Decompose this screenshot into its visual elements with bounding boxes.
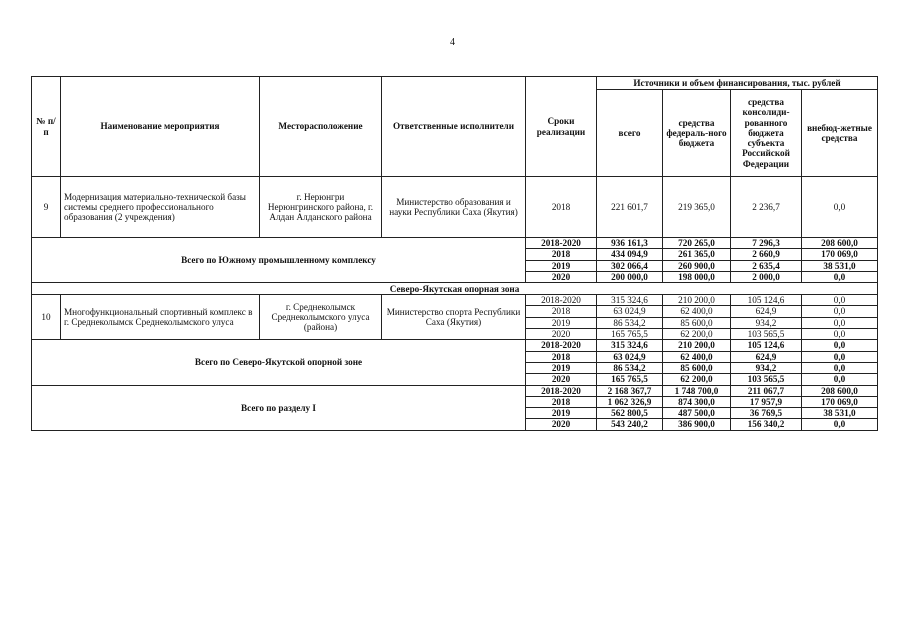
row-total: 63 024,9 bbox=[597, 306, 663, 317]
table-row bbox=[32, 238, 878, 249]
row-extra: 0,0 bbox=[802, 340, 878, 351]
row-regional: 103 565,5 bbox=[731, 329, 802, 340]
row-federal: 62 400,0 bbox=[663, 351, 731, 362]
row-federal: 1 748 700,0 bbox=[663, 385, 731, 396]
row-year: 2018 bbox=[526, 396, 597, 407]
row-regional: 2 660,9 bbox=[731, 249, 802, 260]
header-regional: средства консолиди-рованного бюджета субъекта Российской Федерации bbox=[731, 90, 802, 177]
header-executors: Ответственные исполнители bbox=[382, 77, 526, 177]
row-extra: 38 531,0 bbox=[802, 408, 878, 419]
financing-table bbox=[31, 76, 878, 431]
row-total: 221 601,7 bbox=[597, 177, 663, 238]
row-total: 315 324,6 bbox=[597, 295, 663, 306]
row-federal: 874 300,0 bbox=[663, 396, 731, 407]
row-year: 2018-2020 bbox=[526, 238, 597, 249]
row-extra: 38 531,0 bbox=[802, 260, 878, 271]
row-total: 165 765,5 bbox=[597, 329, 663, 340]
row-extra: 208 600,0 bbox=[802, 385, 878, 396]
table-row bbox=[32, 283, 878, 295]
row-executors: Министерство спорта Республики Саха (Якутия) bbox=[382, 295, 526, 340]
row-year: 2018 bbox=[526, 306, 597, 317]
row-total: 2 168 367,7 bbox=[597, 385, 663, 396]
row-total: 1 062 326,9 bbox=[597, 396, 663, 407]
table-row bbox=[32, 177, 878, 238]
row-year: 2020 bbox=[526, 374, 597, 385]
header-federal: средства федераль-ного бюджета bbox=[663, 90, 731, 177]
table-row bbox=[32, 295, 878, 306]
row-extra: 0,0 bbox=[802, 351, 878, 362]
row-year: 2019 bbox=[526, 408, 597, 419]
header-period: Сроки реализации bbox=[526, 77, 597, 177]
row-num: 9 bbox=[32, 177, 61, 238]
row-executors: Министерство образования и науки Республики Саха (Якутия) bbox=[382, 177, 526, 238]
row-total: 200 000,0 bbox=[597, 271, 663, 282]
row-extra: 0,0 bbox=[802, 295, 878, 306]
row-federal: 210 200,0 bbox=[663, 295, 731, 306]
row-year: 2019 bbox=[526, 317, 597, 328]
row-total: 543 240,2 bbox=[597, 419, 663, 430]
row-total: 562 800,5 bbox=[597, 408, 663, 419]
row-regional: 2 635,4 bbox=[731, 260, 802, 271]
header-sources: Источники и объем финансирования, тыс. рублей bbox=[597, 77, 878, 90]
row-federal: 85 600,0 bbox=[663, 317, 731, 328]
row-regional: 105 124,6 bbox=[731, 295, 802, 306]
north-total-label: Всего по Северо-Якутской опорной зоне bbox=[32, 340, 526, 385]
row-federal: 85 600,0 bbox=[663, 362, 731, 373]
page-number: 4 bbox=[450, 37, 455, 48]
header-total: всего bbox=[597, 90, 663, 177]
row-year: 2018 bbox=[526, 351, 597, 362]
row-total: 434 094,9 bbox=[597, 249, 663, 260]
row-extra: 170 069,0 bbox=[802, 249, 878, 260]
row-year: 2019 bbox=[526, 362, 597, 373]
header-name: Наименование мероприятия bbox=[61, 77, 260, 177]
zone-title: Северо-Якутская опорная зона bbox=[32, 283, 878, 295]
row-extra: 0,0 bbox=[802, 362, 878, 373]
row-total: 63 024,9 bbox=[597, 351, 663, 362]
row-total: 936 161,3 bbox=[597, 238, 663, 249]
row-extra: 170 069,0 bbox=[802, 396, 878, 407]
row-year: 2020 bbox=[526, 271, 597, 282]
header-extra: внебюд-жетные средства bbox=[802, 90, 878, 177]
row-num: 10 bbox=[32, 295, 61, 340]
row-location: г. Нерюнгри Нерюнгринского района, г. Алдан Алданского района bbox=[260, 177, 382, 238]
table-row bbox=[32, 340, 878, 351]
row-total: 86 534,2 bbox=[597, 362, 663, 373]
row-regional: 103 565,5 bbox=[731, 374, 802, 385]
row-regional: 211 067,7 bbox=[731, 385, 802, 396]
row-regional: 2 000,0 bbox=[731, 271, 802, 282]
row-extra: 0,0 bbox=[802, 419, 878, 430]
row-regional: 624,9 bbox=[731, 351, 802, 362]
row-federal: 210 200,0 bbox=[663, 340, 731, 351]
header-location: Месторасположение bbox=[260, 77, 382, 177]
row-extra: 0,0 bbox=[802, 271, 878, 282]
row-regional: 105 124,6 bbox=[731, 340, 802, 351]
south-total-label: Всего по Южному промышленному комплексу bbox=[32, 238, 526, 283]
row-year: 2020 bbox=[526, 419, 597, 430]
row-total: 165 765,5 bbox=[597, 374, 663, 385]
row-extra: 0,0 bbox=[802, 329, 878, 340]
row-federal: 219 365,0 bbox=[663, 177, 731, 238]
row-name: Модернизация материально-технической базы системы среднего профессионального образования (2 учреждения) bbox=[61, 177, 260, 238]
row-year: 2019 bbox=[526, 260, 597, 271]
row-location: г. Среднеколымск Среднеколымского улуса (района) bbox=[260, 295, 382, 340]
row-regional: 7 296,3 bbox=[731, 238, 802, 249]
row-regional: 934,2 bbox=[731, 317, 802, 328]
row-federal: 62 200,0 bbox=[663, 374, 731, 385]
row-year: 2018 bbox=[526, 249, 597, 260]
row-name: Многофункциональный спортивный комплекс в г. Среднеколымск Среднеколымского улуса bbox=[61, 295, 260, 340]
row-regional: 156 340,2 bbox=[731, 419, 802, 430]
row-regional: 17 957,9 bbox=[731, 396, 802, 407]
row-year: 2020 bbox=[526, 329, 597, 340]
row-extra: 0,0 bbox=[802, 374, 878, 385]
row-extra: 0,0 bbox=[802, 306, 878, 317]
row-federal: 260 900,0 bbox=[663, 260, 731, 271]
row-total: 315 324,6 bbox=[597, 340, 663, 351]
row-regional: 934,2 bbox=[731, 362, 802, 373]
row-year: 2018-2020 bbox=[526, 385, 597, 396]
table-row bbox=[32, 385, 878, 396]
header-num: № п/п bbox=[32, 77, 61, 177]
row-total: 86 534,2 bbox=[597, 317, 663, 328]
row-year: 2018 bbox=[526, 177, 597, 238]
row-regional: 36 769,5 bbox=[731, 408, 802, 419]
row-year: 2018-2020 bbox=[526, 295, 597, 306]
row-extra: 208 600,0 bbox=[802, 238, 878, 249]
row-regional: 2 236,7 bbox=[731, 177, 802, 238]
row-federal: 198 000,0 bbox=[663, 271, 731, 282]
row-federal: 487 500,0 bbox=[663, 408, 731, 419]
row-regional: 624,9 bbox=[731, 306, 802, 317]
section-total-label: Всего по разделу I bbox=[32, 385, 526, 430]
row-extra: 0,0 bbox=[802, 177, 878, 238]
row-federal: 62 400,0 bbox=[663, 306, 731, 317]
row-federal: 261 365,0 bbox=[663, 249, 731, 260]
row-extra: 0,0 bbox=[802, 317, 878, 328]
row-federal: 386 900,0 bbox=[663, 419, 731, 430]
row-federal: 62 200,0 bbox=[663, 329, 731, 340]
row-total: 302 066,4 bbox=[597, 260, 663, 271]
row-federal: 720 265,0 bbox=[663, 238, 731, 249]
row-year: 2018-2020 bbox=[526, 340, 597, 351]
